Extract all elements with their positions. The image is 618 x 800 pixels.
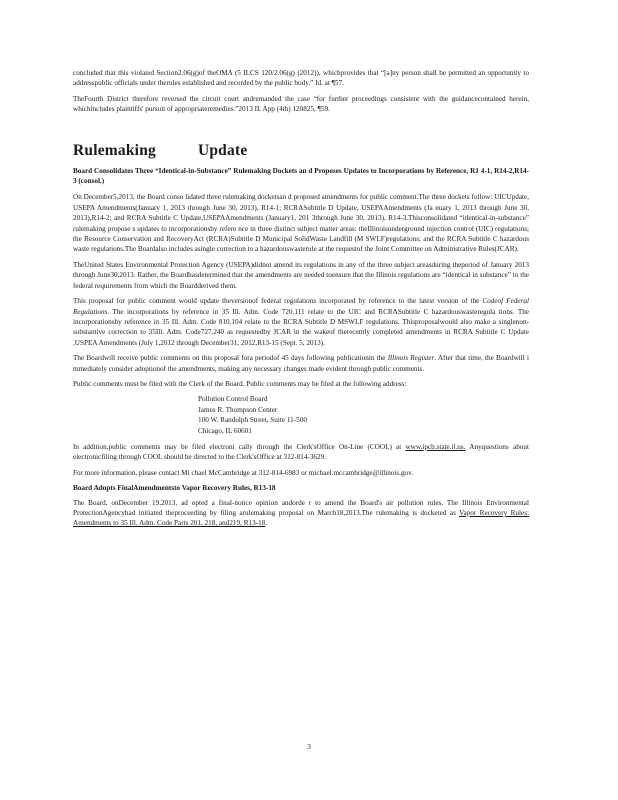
section-title — [73, 142, 529, 160]
section-title-left: Rulemaking — [73, 141, 156, 159]
page-content — [73, 68, 529, 534]
item-heading-consolidation: Board Consolidates Three “Identical-in-Substance” Rulemaking Dockets an d Proposes Updates to Incorporations by Reference, R1 4-1, R14-2,R14-3 (consol.) — [73, 166, 529, 186]
paragraph-usepa: TheUnited States Environmental Protection Agency (USEPA)didnot amend its regulations in any of the three subject areasduring theperiod of January 2013 through June30,2013. Rather, the Boardhasdetermined that the amendments are needed toensure that the Illinois regulations are “identical in substance” to the federal requirements from which the Boardderived them. — [73, 260, 529, 290]
paragraph-vapor-recovery: The Board, onDecember 19,2013, ad opted a final-notice opinion andorde r to amend the Board's air pollution rules. The Illinois Environmental ProtectionAgencyhad initiated theproceeding by filing arulemaking proposal on March18,2013.The rulemaking is docketed as Vapor Recovery Rules: Amendments to 35 Ill. Adm. Code Parts 201, 218, and219, R13-18. — [73, 498, 529, 528]
paragraph-electronic-filing: In addition,public comments may be filed electroni cally through the Clerk'sOffice On-Line (COOL) at www.ipcb.state.il.us. Anyquestions about electronicfiling through COOL should be directed to the Clerk'sOffice at 312-814-3629. — [73, 442, 529, 462]
mailing-address — [198, 394, 529, 436]
paragraph-comment-period: The Boardwill receive public comments on this proposal fora periodof 45 days following publicationin the Illinois Register. After that time, the Boardwill i mmediately consider adoptionof the amendments, making any necessary changes made evident through public comments. — [73, 354, 529, 373]
page-number: 3 — [307, 743, 311, 751]
paragraph-public-comments: Public comments must be filed with the Clerk of the Board. Public comments may be filed at the following address: — [73, 379, 407, 388]
illinois-register: Illinois Register — [387, 354, 435, 363]
ipcb-website-link[interactable]: www.ipcb.state.il.us. — [405, 442, 466, 451]
paragraph-proposal: This proposal for public comment would update theversionof federal regulations incorporated by reference to the latest version of the Codeof Federal Regulations. The incorporations by reference in 35 Ill. Adm. Code 720.111 relate to the UIC and RCRASubtitle C hazardouswasteregula tions. The incorporationsby reference in 35 Ill. Adm. Code 810.104 relate to the RCRA Subtitle D MSWLF regulations. Thisproposalwould also make a singlenon-substantive correction to 35Ill. Adm. Code727.240 as requestedby JCAR in the wakeof therecently completed amendments in RCRA Subtitle C Update ,USPEA Amendments (July 1,2012 through December31, 2012,R13-15 (Sept. 5, 2013). — [73, 297, 529, 347]
item-heading-vapor-recovery: Board Adopts FinalAmendmentsto Vapor Recovery Rules, R13-18 — [73, 484, 276, 493]
docket-link[interactable]: Vapor Recovery Rules: Amendments to 35 Ill. Adm. Code Parts 201, 218, and219, R13-18 — [73, 509, 529, 528]
section-title-right: Update — [197, 141, 248, 159]
paragraph-consolidation: On December5,2013, the Board conso lidated three rulemaking docketsan d proposed amendments for public comment.The three dockets follow: UICUpdate, USEPA Amendments(January 1, 2013 through June 30, 2013), R14-1; RCRASubtitle D Update, USEPAAmendments (Ja nuary 1, 2013 through June 30, 2013),R14-2; and RCRA Subtitle C Update,USEPAAmendments (January1, 201 3through June 30, 2013), R14-3.Thisconsolidated “identical-in-substance” rulemaking propose s updates to incorporationsby refere nce in three distinct subject matter areas: theIllinoisunderground injection control (UIC) regulations; the Resource Conservation and RecoveryAct (RCRA)Subtitle D Municipal SolidWaste Landfill (M SWLF)regulations; and the RCRA Subtitle C hazardous waste regulations.The Boardalso includes asingle correction to a hazardouswasterule at the requestof the Joint Committee on Administrative Rules(JCAR). — [73, 193, 529, 254]
paragraph-oma-conclusion: concluded that this violated Section2.06(g)of theOMA (5 ILCS 120/2.06(g) (2012)), whichprovides that “[a]ny person shall be permitted an opportunity to addresspublic officials under therules established and recorded by the public body.” Id. at ¶57. — [73, 69, 529, 88]
address-line: Chicago, IL 60601 — [198, 426, 252, 435]
address-line: 100 W. Randolph Street, Suite 11-500 — [198, 416, 307, 425]
cfr-title: Codeof Federal Regulations — [73, 297, 529, 316]
paragraph-contact: For more information, please contact Mi chael McCambridge at 312-814-6983 or michael.mccambridge@illinois.gov. — [73, 468, 414, 477]
address-line: James R. Thompson Center — [198, 405, 278, 414]
address-line: Pollution Control Board — [198, 395, 268, 404]
paragraph-fourth-district: TheFourth District therefore reversed the circuit court andremanded the case “for further proceedings consistent with the guidancecontained herein, whichincludes plaintiffs' pursuit of appropriateremedies.”2013 IL App (4th) 120825, ¶59. — [73, 94, 529, 114]
